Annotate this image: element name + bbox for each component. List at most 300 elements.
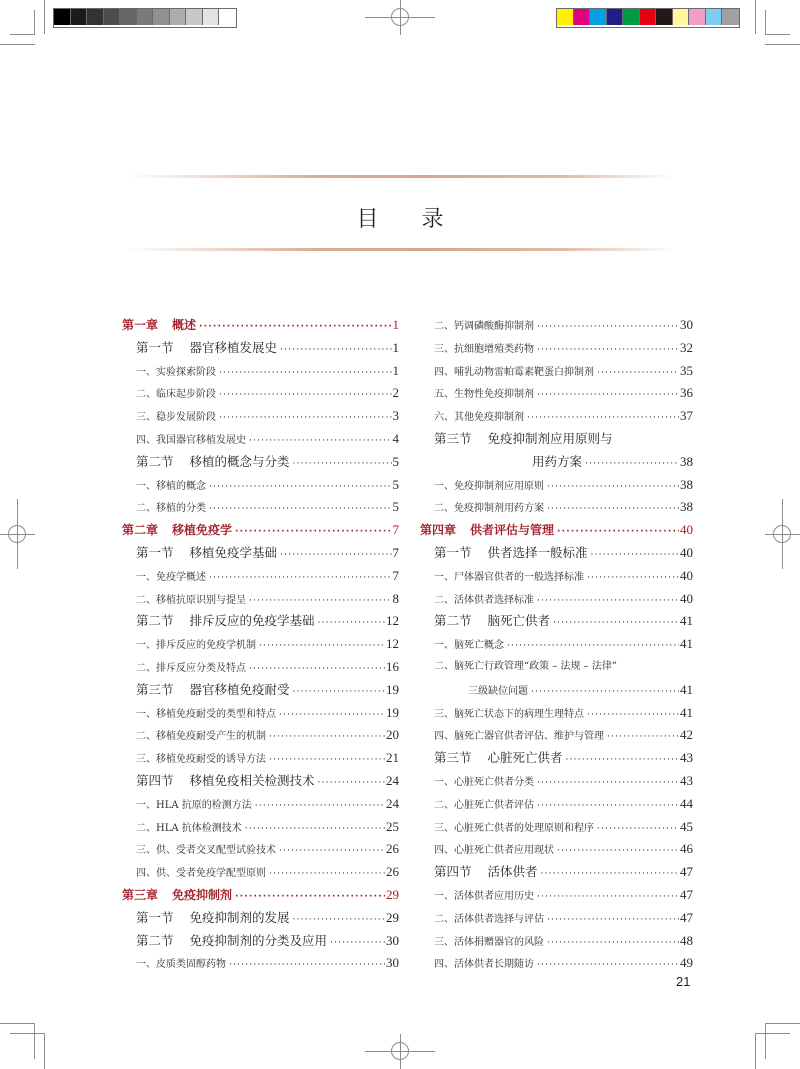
toc-entry-title [434, 590, 534, 613]
toc-entry-item[interactable] [420, 382, 693, 405]
toc-entry-chapter[interactable] [420, 519, 693, 542]
dot-leader [245, 818, 385, 841]
toc-entry-text: 一、尸体器官供者的一般选择标准 [434, 571, 584, 583]
toc-entry-text: 用药方案 [532, 453, 583, 469]
toc-page-number: 42 [680, 727, 693, 743]
dot-leader [219, 384, 392, 407]
dot-leader [269, 749, 385, 772]
color-swatch [186, 9, 203, 25]
toc-entry-text: 一、心脏死亡供者分类 [434, 776, 534, 788]
toc-entry-text: 四、供、受者免疫学配型原则 [136, 868, 266, 880]
color-swatch [656, 9, 673, 25]
dot-leader [259, 635, 385, 658]
toc-entry-label: 第一节 [136, 909, 174, 925]
dot-leader [607, 726, 679, 749]
toc-entry-section[interactable] [122, 679, 399, 702]
toc-entry-title [136, 704, 276, 727]
toc-entry-item[interactable] [420, 884, 693, 907]
toc-entry-title [434, 542, 588, 565]
toc-entry-title [434, 339, 534, 362]
toc-entry-text: 二、免疫抑制剂用药方案 [434, 503, 544, 515]
toc-entry-text: 五、生物性免疫抑制剂 [434, 389, 534, 401]
toc-entry-item[interactable] [420, 702, 693, 725]
toc-entry-title [434, 316, 534, 339]
toc-entry-title [434, 861, 538, 884]
toc-page-number: 30 [386, 932, 399, 948]
toc-entry-title [434, 954, 534, 977]
toc-entry-title [434, 407, 524, 430]
toc-page-number: 7 [392, 522, 399, 538]
toc-entry-section[interactable] [420, 610, 693, 633]
toc-entry-title [136, 384, 216, 407]
page-title [0, 202, 800, 233]
toc-entry-text: 免疫抑制剂 [172, 887, 233, 902]
toc-entry-label: 第一章 [122, 318, 159, 332]
toc-entry-text: 四、活体供者长期随访 [434, 959, 534, 971]
toc-entry-chapter[interactable] [122, 519, 399, 542]
dot-leader [537, 954, 679, 977]
toc-entry-item[interactable] [122, 565, 399, 588]
toc-page-number: 5 [392, 476, 399, 492]
toc-entry-text: 二、排斥反应分类及特点 [136, 662, 246, 674]
toc-page-number: 2 [392, 385, 399, 401]
toc-entry-section[interactable] [420, 861, 693, 884]
toc-page-number: 26 [386, 864, 399, 880]
toc-page-number: 36 [680, 385, 693, 401]
toc-entry-text: 二、钙调磷酸酶抑制剂 [434, 321, 534, 332]
toc-page-number: 37 [680, 408, 693, 424]
dot-leader [597, 818, 679, 841]
dot-leader [219, 362, 392, 385]
toc-entry-text: 一、活体供者应用历史 [434, 890, 534, 902]
toc-entry-text: 三级缺位问题 [468, 685, 528, 697]
toc-entry-text: 一、移植的概念 [136, 480, 206, 492]
toc-entry-text: 供者选择一般标准 [487, 544, 588, 560]
toc-entry-title [136, 362, 216, 385]
toc-entry-chapter[interactable] [122, 884, 399, 907]
toc-entry-title [136, 818, 242, 841]
title-rule-bottom [125, 248, 675, 251]
dot-leader [279, 840, 385, 863]
color-swatch [623, 9, 640, 25]
crop-mark [34, 10, 35, 34]
dot-leader [591, 544, 679, 567]
toc-page-number: 43 [680, 750, 693, 766]
toc-entry-text: 移植免疫相关检测技术 [189, 772, 315, 788]
toc-entry-title [136, 476, 206, 499]
dot-leader [269, 863, 385, 886]
toc-entry-text: 移植免疫学 [172, 523, 233, 538]
toc-page-number: 20 [386, 727, 399, 743]
page-number: 21 [676, 974, 691, 989]
toc-entry-title [122, 519, 232, 542]
toc-page-number: 26 [386, 841, 399, 857]
toc-page-number: 24 [386, 772, 399, 788]
dot-leader [537, 316, 679, 339]
toc-page-number: 41 [680, 613, 693, 629]
crop-mark [765, 34, 790, 35]
toc-entry-title [136, 770, 315, 793]
toc-entry-title [434, 476, 544, 499]
dot-leader [537, 772, 679, 795]
toc-entry-text: 一、皮质类固醇药物 [136, 959, 226, 971]
toc-entry-title [136, 498, 206, 521]
dot-leader [537, 339, 679, 362]
toc-entry-text: 二、HLA 抗体检测技术 [136, 822, 242, 834]
toc-entry-item[interactable] [420, 907, 693, 930]
toc-entry-title [136, 863, 266, 886]
toc-entry-item[interactable] [122, 474, 399, 497]
crop-mark [765, 1023, 800, 1024]
toc-entry-text: 供者评估与管理 [470, 523, 555, 538]
toc-entry-label: 第二节 [136, 453, 174, 469]
toc-entry-title [434, 932, 544, 955]
toc-entry-title [434, 795, 534, 818]
color-swatch [574, 9, 591, 25]
color-swatch [689, 9, 706, 25]
toc-entry-label: 第二章 [122, 523, 159, 538]
toc-entry-title [136, 337, 277, 360]
toc-entry-text: 活体供者 [487, 864, 538, 880]
color-swatch [607, 9, 624, 25]
toc-entry-section[interactable] [122, 610, 399, 633]
dot-leader [507, 635, 679, 658]
dot-leader [293, 453, 392, 476]
toc-page-number: 35 [680, 362, 693, 378]
toc-entry-item[interactable] [122, 747, 399, 770]
toc-entry-title [136, 407, 216, 430]
title-char: 目 [356, 207, 379, 232]
dot-leader [531, 681, 679, 704]
toc-entry-item[interactable] [420, 474, 693, 497]
toc-entry-item[interactable] [122, 952, 399, 975]
toc-entry-text: 一、免疫抑制剂应用原则 [434, 480, 544, 492]
toc-page-number: 12 [386, 613, 399, 629]
toc-entry-item[interactable] [122, 816, 399, 839]
toc-entry-text: 二、活体供者选择与评估 [434, 913, 544, 925]
toc-entry-item[interactable] [420, 952, 693, 975]
toc-entry-label: 第四节 [136, 772, 174, 788]
toc-entry-title [434, 726, 604, 749]
crop-mark [44, 0, 45, 34]
toc-page-number: 1 [392, 339, 399, 355]
toc-entry-item[interactable] [122, 428, 399, 451]
color-swatch [104, 9, 121, 25]
toc-entry-text: 一、脑死亡概念 [434, 640, 504, 652]
toc-entry-title [122, 314, 196, 337]
toc-entry-item[interactable] [122, 724, 399, 747]
toc-entry-label: 第三节 [434, 750, 472, 766]
toc-page-number: 38 [680, 476, 693, 492]
toc-page-number: 30 [386, 955, 399, 971]
toc-entry-chapter[interactable] [122, 314, 399, 337]
crop-mark [10, 1033, 45, 1034]
toc-entry-text: 一、免疫学概述 [136, 571, 206, 583]
toc-entry-item[interactable] [420, 588, 693, 611]
toc-entry-item[interactable] [420, 337, 693, 360]
toc-entry-title [434, 747, 563, 770]
color-swatch [557, 9, 574, 25]
toc-entry-title [136, 679, 290, 702]
toc-entry-item[interactable] [122, 656, 399, 679]
dot-leader [587, 704, 679, 727]
crop-mark [765, 44, 800, 45]
toc-entry-text: 三、活体捐赠器官的风险 [434, 936, 544, 948]
toc-entry-title [434, 610, 550, 633]
title-rule-top [125, 175, 675, 178]
dot-leader [330, 932, 385, 955]
toc-entry-item[interactable] [420, 770, 693, 793]
toc-entry-section[interactable] [122, 907, 399, 930]
toc-entry-title [434, 704, 584, 727]
toc-page-number: 47 [680, 886, 693, 902]
crop-mark [755, 0, 756, 34]
toc-entry-item[interactable] [420, 360, 693, 383]
toc-column-left [122, 314, 399, 975]
toc-entry-title [434, 909, 544, 932]
toc-entry-item[interactable] [122, 838, 399, 861]
toc-entry-item[interactable] [122, 360, 399, 383]
toc-page-number: 30 [680, 317, 693, 332]
crop-mark [44, 1033, 45, 1069]
toc-column-right [420, 314, 693, 975]
toc-entry-title [434, 818, 594, 841]
dot-leader [587, 567, 679, 590]
toc-entry-item[interactable] [122, 702, 399, 725]
toc-entry-item[interactable] [420, 314, 693, 337]
toc-page-number: 1 [392, 317, 399, 332]
toc-page-number: 40 [680, 544, 693, 560]
toc-entry-section[interactable] [122, 770, 399, 793]
toc-page-number: 25 [386, 818, 399, 834]
toc-page-number: 40 [680, 590, 693, 606]
toc-entry-text: 四、我国器官移植发展史 [136, 434, 246, 446]
toc-entry-section[interactable] [420, 542, 693, 565]
toc-entry-title [532, 451, 582, 474]
toc-entry-item[interactable] [122, 588, 399, 611]
toc-entry-label: 第三节 [434, 430, 472, 446]
dot-leader [597, 362, 679, 385]
toc-entry-item[interactable] [420, 793, 693, 816]
dot-leader [280, 339, 391, 362]
color-swatch [590, 9, 607, 25]
toc-entry-label: 第四节 [434, 864, 472, 880]
crop-mark [755, 1033, 756, 1069]
toc-page-number: 49 [680, 955, 693, 971]
dot-leader [541, 863, 679, 886]
toc-entry-text: 一、移植免疫耐受的类型和特点 [136, 708, 276, 720]
toc-page-number: 19 [386, 681, 399, 697]
color-swatch [219, 9, 236, 25]
toc-entry-title [434, 840, 554, 863]
toc-entry-text: 一、HLA 抗原的检测方法 [136, 799, 252, 811]
dot-leader [293, 909, 385, 932]
toc-entry-section[interactable] [122, 337, 399, 360]
toc-page-number: 5 [392, 499, 399, 515]
dot-leader [566, 749, 679, 772]
toc-entry-item-cont[interactable] [420, 679, 693, 702]
color-swatch [170, 9, 187, 25]
color-swatch [87, 9, 104, 25]
toc-entry-item[interactable] [122, 793, 399, 816]
color-swatch [722, 9, 739, 25]
toc-page-number: 19 [386, 704, 399, 720]
toc-entry-section-cont[interactable] [420, 451, 693, 474]
toc-entry-text: 免疫抑制剂的分类及应用 [189, 932, 328, 948]
toc-entry-item[interactable] [122, 633, 399, 656]
toc-entry-text: 心脏死亡供者 [487, 750, 563, 766]
toc-page-number: 8 [392, 590, 399, 606]
crop-mark [34, 1023, 35, 1059]
toc-page-number: 41 [680, 681, 693, 697]
dot-leader [537, 795, 679, 818]
dot-leader [280, 544, 391, 567]
toc-page-number: 7 [392, 567, 399, 583]
toc-page-number: 1 [392, 362, 399, 378]
toc-entry-label: 第一节 [136, 544, 174, 560]
toc-entry-title [434, 772, 534, 795]
toc-entry-title [420, 519, 554, 542]
toc-entry-text: 二、心脏死亡供者评估 [434, 799, 534, 811]
toc-entry-title [136, 907, 290, 930]
dot-leader [235, 886, 385, 909]
color-swatch [706, 9, 723, 25]
toc-entry-title [122, 884, 232, 907]
toc-page-number: 44 [680, 795, 693, 811]
dot-leader [553, 612, 679, 635]
color-swatch [137, 9, 154, 25]
toc-entry-title [136, 430, 246, 453]
toc-entry-item[interactable] [420, 724, 693, 747]
dot-leader [249, 430, 392, 453]
toc-entry-section[interactable] [122, 451, 399, 474]
toc-entry-title [434, 886, 534, 909]
toc-entry-title [434, 498, 544, 521]
toc-page-number: 5 [392, 453, 399, 469]
toc-page-number: 16 [386, 658, 399, 674]
toc-entry-text: 免疫抑制剂应用原则与 [487, 430, 613, 446]
toc-entry-item[interactable] [420, 633, 693, 656]
toc-entry-item[interactable] [420, 656, 693, 679]
dot-leader [527, 407, 679, 430]
dot-leader [235, 521, 391, 544]
toc-entry-label: 第一节 [136, 339, 174, 355]
toc-entry-text: 二、脑死亡行政管理“政策 – 法规 – 法律” [434, 660, 617, 672]
toc-entry-label: 第二节 [136, 613, 174, 629]
toc-entry-text: 三、移植免疫耐受的诱导方法 [136, 754, 266, 766]
toc-entry-item[interactable] [122, 496, 399, 519]
toc-entry-label: 第一节 [434, 544, 472, 560]
toc-entry-text: 一、排斥反应的免疫学机制 [136, 640, 256, 652]
crop-mark [765, 10, 766, 34]
toc-page-number: 12 [386, 636, 399, 652]
toc-page-number: 46 [680, 841, 693, 857]
toc-entry-title [434, 428, 613, 451]
toc-page-number: 47 [680, 909, 693, 925]
toc-entry-label: 第四章 [420, 523, 457, 538]
toc-page-number: 43 [680, 772, 693, 788]
toc-entry-text: 概述 [172, 318, 197, 332]
toc-entry-label: 第三节 [136, 681, 174, 697]
toc-entry-title [136, 635, 256, 658]
toc-page-number: 21 [386, 750, 399, 766]
toc-entry-item[interactable] [420, 838, 693, 861]
dot-leader [209, 476, 392, 499]
dot-leader [547, 909, 679, 932]
toc-page-number: 47 [680, 864, 693, 880]
dot-leader [249, 658, 385, 681]
toc-entry-item[interactable] [122, 405, 399, 428]
dot-leader [269, 726, 385, 749]
toc-entry-text: 二、移植免疫耐受产生的机制 [136, 731, 266, 743]
toc-entry-title [136, 451, 290, 474]
toc-entry-text: 四、脑死亡器官供者评估、维护与管理 [434, 731, 604, 743]
toc-entry-text: 二、移植抗原识别与提呈 [136, 594, 246, 606]
toc-entry-item[interactable] [420, 930, 693, 953]
toc-entry-item[interactable] [420, 565, 693, 588]
dot-leader [585, 453, 679, 476]
toc-entry-title [468, 681, 528, 704]
toc-entry-title [136, 726, 266, 749]
toc-entry-section[interactable] [420, 428, 693, 451]
toc-entry-text: 三、抗细胞增殖类药物 [434, 343, 534, 355]
toc-entry-title [136, 610, 315, 633]
toc-entry-label: 第二节 [136, 932, 174, 948]
toc-entry-section[interactable] [420, 747, 693, 770]
toc-entry-text: 二、临床起步阶段 [136, 389, 216, 401]
toc-entry-section[interactable] [122, 930, 399, 953]
color-calibration-bar [556, 8, 740, 28]
toc-page-number: 29 [386, 886, 399, 902]
toc-entry-text: 四、哺乳动物雷帕霉素靶蛋白抑制剂 [434, 366, 594, 378]
toc-entry-item[interactable] [420, 816, 693, 839]
dot-leader [537, 384, 679, 407]
crop-mark [765, 1023, 766, 1059]
toc-entry-text: 器官移植免疫耐受 [189, 681, 290, 697]
toc-entry-text: 移植免疫学基础 [189, 544, 278, 560]
toc-entry-title [434, 567, 584, 590]
toc-entry-text: 移植的概念与分类 [189, 453, 290, 469]
toc-entry-text: 二、移植的分类 [136, 503, 206, 515]
toc-entry-item[interactable] [122, 382, 399, 405]
dot-leader [318, 612, 385, 635]
toc-entry-section[interactable] [122, 542, 399, 565]
toc-entry-text: 器官移植发展史 [189, 339, 278, 355]
color-swatch [640, 9, 657, 25]
color-swatch [120, 9, 137, 25]
toc-entry-title [136, 658, 246, 681]
dot-leader [293, 681, 385, 704]
toc-page-number: 24 [386, 795, 399, 811]
toc-entry-title [434, 656, 617, 679]
grayscale-calibration-bar [53, 8, 237, 28]
toc-entry-item[interactable] [420, 405, 693, 428]
crop-mark [0, 44, 35, 45]
toc-entry-text: 脑死亡供者 [487, 613, 551, 629]
toc-entry-text: 免疫抑制剂的发展 [189, 909, 290, 925]
toc-entry-title [136, 795, 252, 818]
title-char: 录 [421, 207, 444, 232]
dot-leader [255, 795, 385, 818]
color-swatch [54, 9, 71, 25]
toc-entry-item[interactable] [420, 496, 693, 519]
dot-leader [547, 476, 679, 499]
toc-page-number: 45 [680, 818, 693, 834]
toc-page-number: 4 [392, 430, 399, 446]
color-swatch [153, 9, 170, 25]
toc-entry-item[interactable] [122, 861, 399, 884]
toc-page-number: 29 [386, 909, 399, 925]
